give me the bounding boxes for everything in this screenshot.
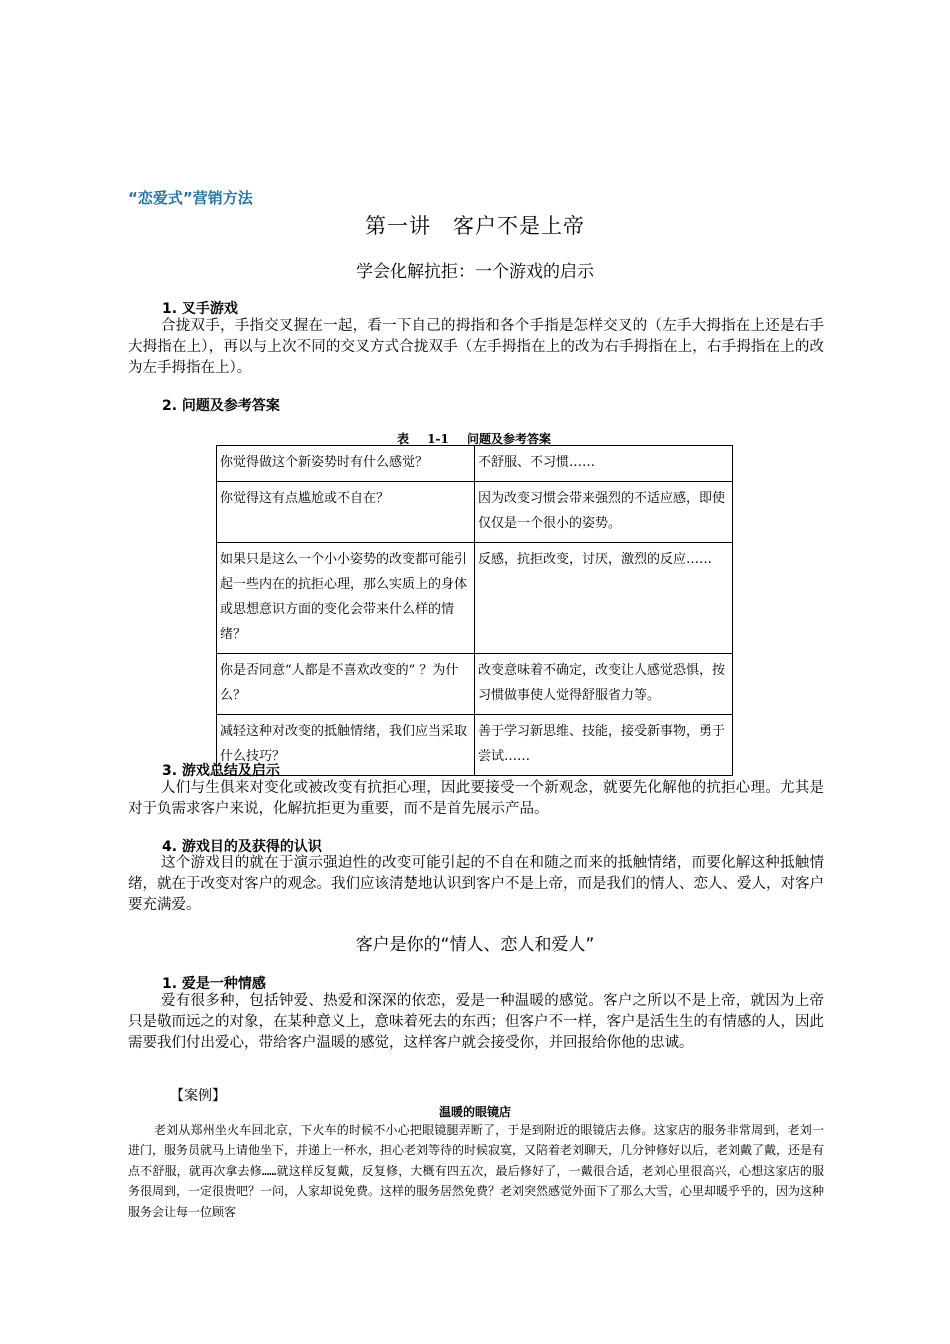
question-cell: 你觉得做这个新姿势时有什么感觉？: [217, 446, 475, 482]
section-title-2: 客户是你的“情人、恋人和爱人”: [355, 935, 595, 955]
series-title: “恋爱式”营销方法: [128, 189, 253, 207]
question-cell: 减轻这种对改变的抵触情绪，我们应当采取什么技巧？: [217, 715, 475, 776]
question-cell: 你是否同意“人都是不喜欢改变的” ？为什么？: [217, 654, 475, 715]
heading-summary: 3. 游戏总结及启示: [162, 763, 280, 779]
table-row: [217, 715, 733, 776]
section-title-1: 学会化解抗拒：一个游戏的启示: [356, 262, 594, 282]
case-text: 老刘从郑州坐火车回北京，下火车的时候不小心把眼镜腿弄断了，于是到附近的眼镜店去修。这家店的服务非常周到，老刘一进门，服务员就马上请他坐下，并递上一杯水，担心老刘等待的时候寂寞，又陪着老刘聊天，几分钟修好以后，老刘戴了戴，还是有点不舒服，就再次拿去修……就这样反复戴，反复修，大概有四五次，最后修好了，一戴很合适，老刘心里很高兴，心想这家店的服务很周到，一定很贵吧？一问，人家却说免费。这样的服务居然免费？老刘突然感觉外面下了那么大雪，心里却暖乎乎的，因为这种服务会让每一位顾客: [128, 1123, 825, 1219]
heading-purpose: 4. 游戏目的及获得的认识: [162, 839, 322, 855]
answer-cell: 不舒服、不习惯……: [475, 446, 733, 482]
paragraph-summary: 人们与生俱来对变化或被改变有抗拒心理，因此要接受一个新观念，就要先化解他的抗拒心理。尤其是对于负需求客户来说，化解抗拒更为重要，而不是首先展示产品。: [128, 780, 824, 817]
question-cell: 你觉得这有点尴尬或不自在？: [217, 482, 475, 543]
heading-love: 1. 爱是一种情感: [162, 976, 266, 992]
heading-hand-game: 1. 叉手游戏: [162, 301, 238, 317]
paragraph-purpose: 这个游戏目的就在于演示强迫性的改变可能引起的不自在和随之而来的抵触情绪，而要化解这种抵触情绪，就在于改变对客户的观念。我们应该清楚地认识到客户不是上帝，而是我们的情人、恋人、爱人，对客户要充满爱。: [128, 855, 824, 913]
answer-cell: 改变意味着不确定，改变让人感觉恐惧，按习惯做事使人觉得舒服省力等。: [475, 654, 733, 715]
table-row: [217, 543, 733, 654]
qa-table: [216, 445, 733, 776]
case-title: 温暖的眼镜店: [438, 1105, 511, 1119]
answer-cell: 善于学习新思维、技能，接受新事物，勇于尝试……: [475, 715, 733, 776]
table-row: [217, 654, 733, 715]
paragraph-love: 爱有很多种，包括钟爱、热爱和深深的依恋，爱是一种温暖的感觉。客户之所以不是上帝，就因为上帝只是敬而远之的对象，在某种意义上，意味着死去的东西；但客户不一样，客户是活生生的有情感的人，因此需要我们付出爱心，带给客户温暖的感觉，这样客户就会接受你，并回报给你他的忠诚。: [128, 993, 824, 1051]
case-label: 【案例】: [170, 1088, 226, 1104]
table-caption: 表 1-1 问题及参考答案: [396, 432, 552, 446]
paragraph-hand-game: 合拢双手，手指交叉握在一起，看一下自己的拇指和各个手指是怎样交叉的（左手大拇指在上还是右手大拇指在上），再以与上次不同的交叉方式合拢双手（左手拇指在上的改为右手拇指在上，右手拇指在上的改为左手拇指在上）。: [128, 318, 824, 376]
heading-questions: 2. 问题及参考答案: [162, 398, 280, 414]
lecture-title: 第一讲 客户不是上帝: [365, 214, 585, 238]
answer-cell: 因为改变习惯会带来强烈的不适应感，即使仅仅是一个很小的姿势。: [475, 482, 733, 543]
table-row: [217, 482, 733, 543]
answer-cell: 反感，抗拒改变，讨厌，激烈的反应……: [475, 543, 733, 654]
question-cell: 如果只是这么一个小小姿势的改变都可能引起一些内在的抗拒心理，那么实质上的身体或思想意识方面的变化会带来什么样的情绪？: [217, 543, 475, 654]
table-row: [217, 446, 733, 482]
